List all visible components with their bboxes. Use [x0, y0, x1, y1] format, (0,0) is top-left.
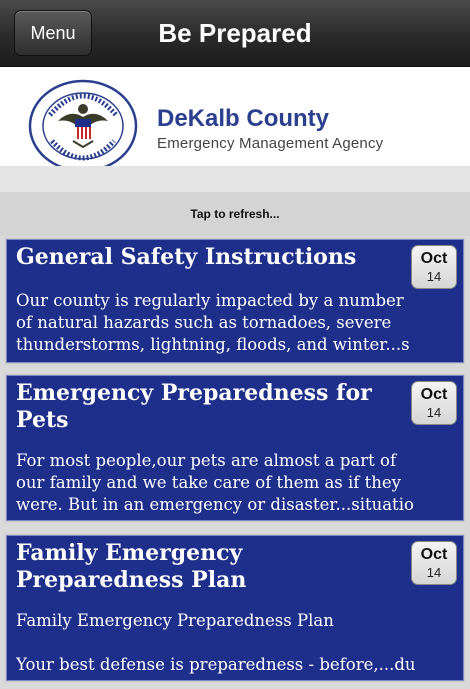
article-summary-line: Our county is regularly impacted by a number — [16, 291, 404, 310]
date-badge — [411, 245, 457, 289]
date-day: 14 — [426, 405, 442, 420]
date-month: Oct — [420, 546, 448, 563]
article-title: Family Emergency Preparedness Plan — [16, 540, 247, 593]
date-month: Oct — [420, 386, 448, 403]
org-name: DeKalb County — [157, 105, 330, 132]
agency-banner — [0, 67, 470, 166]
article-summary-line: thunderstorms, lightning, floods, and winter...s — [16, 335, 410, 354]
article-summary-line: our family and we take care of them as if they — [16, 473, 401, 492]
menu-button[interactable]: Menu — [14, 10, 92, 56]
article-card[interactable] — [6, 375, 464, 521]
org-subtitle: Emergency Management Agency — [157, 135, 384, 152]
date-badge — [411, 541, 457, 585]
article-summary-line: Family Emergency Preparedness Plan — [16, 611, 334, 630]
top-bar — [0, 0, 470, 67]
date-month: Oct — [420, 250, 448, 267]
page-title: Be Prepared — [158, 18, 312, 48]
article-card[interactable] — [6, 535, 464, 681]
article-summary-line: For most people,our pets are almost a part of — [16, 451, 397, 470]
article-summary-line: of natural hazards such as tornadoes, severe — [16, 313, 392, 332]
article-summary-line: were. But in an emergency or disaster...situatio — [16, 495, 414, 514]
date-day: 14 — [426, 565, 442, 580]
refresh-link[interactable]: Tap to refresh... — [0, 192, 470, 236]
date-badge — [411, 381, 457, 425]
divider — [0, 166, 470, 192]
date-day: 14 — [426, 269, 442, 284]
county-seal-icon — [28, 79, 138, 173]
article-title: General Safety Instructions — [16, 244, 357, 270]
article-card[interactable] — [6, 239, 464, 363]
article-title: Emergency Preparedness for Pets — [16, 380, 372, 433]
article-summary-line: Your best defense is preparedness - before,...du — [16, 655, 416, 674]
